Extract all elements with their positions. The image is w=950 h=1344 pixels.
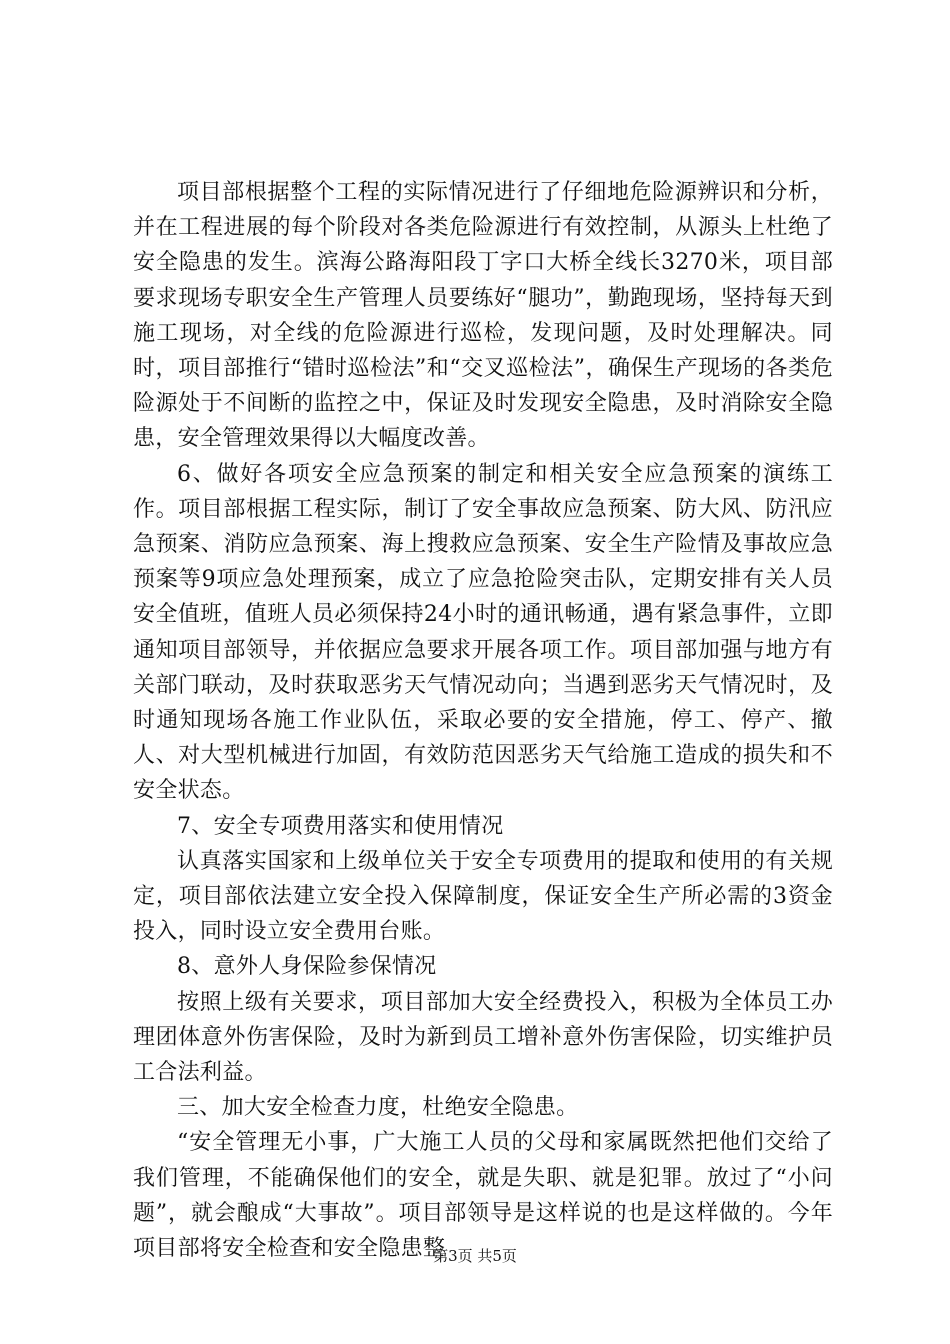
paragraph-safety-inspection: “安全管理无小事，广大施工人员的父母和家属既然把他们交给了我们管理，不能确保他们的安全，就是失职、就是犯罪。放过了“小问题”，就会酿成“大事故”。项目部领导是这样说的也是这样做的。今年项目部将安全检查和安全隐患整	[133, 1130, 833, 1262]
page-number: 第3页 共5页	[433, 1247, 517, 1265]
paragraph-hazard-identification: 项目部根据整个工程的实际情况进行了仔细地危险源辨识和分析，并在工程进展的每个阶段对各类危险源进行有效控制，从源头上杜绝了安全隐患的发生。滨海公路海阳段丁字口大桥全线长3270米，项目部要求现场专职安全生产管理人员要练好“腿功”，勤跑现场，坚持每天到施工现场，对全线的危险源进行巡检，发现问题，及时处理解决。同时，项目部推行“错时巡检法”和“交叉巡检法”，确保生产现场的各类危险源处于不间断的监控之中，保证及时发现安全隐患，及时消除安全隐患，安全管理效果得以大幅度改善。	[133, 180, 833, 452]
heading-safety-inspection: 三、加大安全检查力度，杜绝安全隐患。	[177, 1095, 579, 1121]
paragraph-emergency-plans: 6、做好各项安全应急预案的制定和相关安全应急预案的演练工作。项目部根据工程实际，制订了安全事故应急预案、防大风、防汛应急预案、消防应急预案、海上搜救应急预案、安全生产险情及事故应急预案等9项应急处理预案，成立了应急抢险突击队，定期安排有关人员安全值班，值班人员必须保持24小时的通讯畅通，遇有紧急事件，立即通知项目部领导，并依据应急要求开展各项工作。项目部加强与地方有关部门联动，及时获取恶劣天气情况动向；当遇到恶劣天气情况时，及时通知现场各施工作业队伍，采取必要的安全措施，停工、停产、撤人、对大型机械进行加固，有效防范因恶劣天气给施工造成的损失和不安全状态。	[133, 461, 833, 804]
paragraph-safety-expenses: 认真落实国家和上级单位关于安全专项费用的提取和使用的有关规定，项目部依法建立安全投入保障制度，保证安全生产所必需的3资金投入，同时设立安全费用台账。	[133, 848, 833, 945]
heading-safety-expenses: 7、安全专项费用落实和使用情况	[177, 813, 504, 839]
body-text	[133, 175, 833, 1266]
page-footer	[0, 1246, 950, 1266]
paragraph-accident-insurance: 按照上级有关要求，项目部加大安全经费投入，积极为全体员工办理团体意外伤害保险，及时为新到员工增补意外伤害保险，切实维护员工合法利益。	[133, 989, 833, 1086]
heading-accident-insurance: 8、意外人身保险参保情况	[177, 954, 437, 980]
